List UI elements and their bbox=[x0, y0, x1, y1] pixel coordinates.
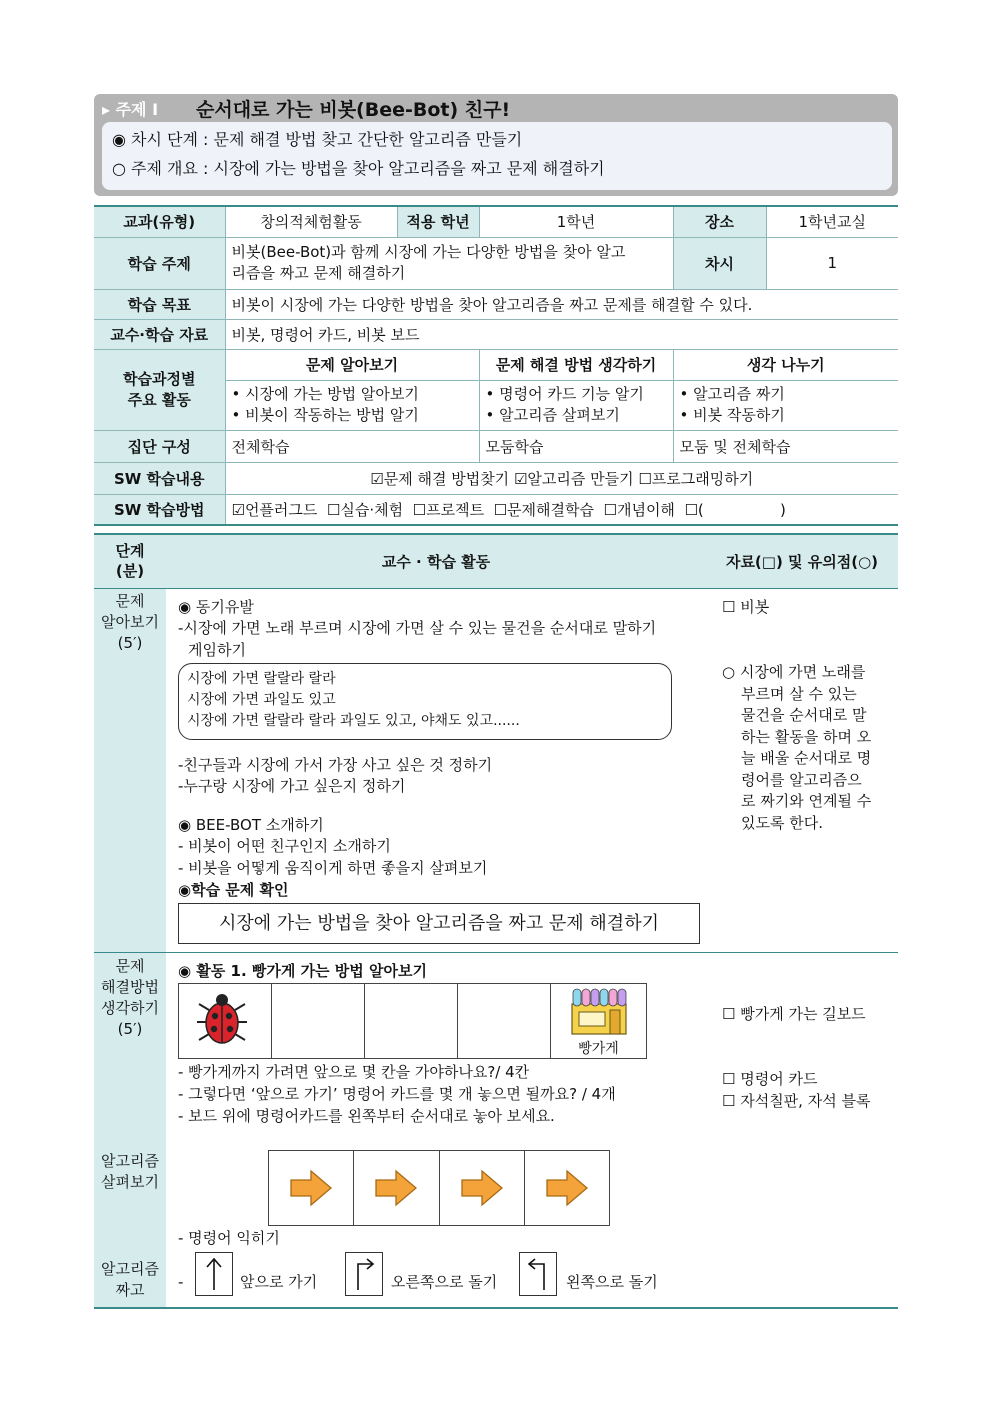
phase-1-activities bbox=[225, 380, 479, 430]
note-board: ☐ 빵가게 가는 길보드 bbox=[722, 1005, 866, 1023]
stage-line: 문제 bbox=[115, 592, 145, 610]
sw-method-value: ☑언플러그드 ☐실습·체험 ☐프로젝트 ☐문제해결학습 ☐개념이해 ☐( ) bbox=[225, 494, 898, 525]
place-value: 1학년교실 bbox=[766, 206, 898, 237]
phase-2-item: • 명령어 카드 기능 알기 bbox=[485, 385, 644, 403]
subject-label: 교과(유형) bbox=[94, 206, 225, 237]
bakery-icon bbox=[570, 987, 628, 1037]
activity-header bbox=[94, 533, 898, 589]
group-phase-2: 모둠학습 bbox=[479, 430, 673, 462]
phase-1-item: • 시장에 가는 방법 알아보기 bbox=[231, 385, 419, 403]
arrow-up-icon bbox=[204, 1256, 224, 1292]
group-phase-1: 전체학습 bbox=[225, 430, 479, 462]
ladybug-icon bbox=[195, 992, 255, 1052]
note-line: 있도록 한다. bbox=[741, 813, 823, 832]
phase-3-title: 생각 나누기 bbox=[673, 349, 898, 380]
process-label bbox=[94, 349, 225, 430]
song-line: 시장에 가면 과일도 있고 bbox=[187, 692, 336, 708]
sw-content-value: ☑문제 해결 방법찾기 ☑알고리즘 만들기 ☐프로그래밍하기 bbox=[225, 462, 898, 494]
theme-tag: ▸ 주제 Ⅰ bbox=[102, 99, 159, 119]
materials-value: 비봇, 명령어 카드, 비봇 보드 bbox=[225, 319, 898, 349]
command-left-label: 왼쪽으로 돌기 bbox=[566, 1273, 658, 1291]
note-line: 하는 활동을 하며 오 bbox=[741, 727, 872, 746]
command-card bbox=[525, 1151, 609, 1225]
stage-line: (5′) bbox=[117, 634, 143, 652]
turn-right-icon bbox=[352, 1256, 376, 1292]
goal-label: 학습 목표 bbox=[94, 289, 225, 319]
phase-3-item: • 알고리즘 짜기 bbox=[679, 385, 785, 403]
note-line: 로 짜기와 연계될 수 bbox=[741, 792, 872, 810]
notes-column-header: 자료(□) 및 유의점(○) bbox=[725, 553, 879, 571]
sw-content-label: SW 학습내용 bbox=[94, 462, 225, 494]
group-phase-3: 모둠 및 전체학습 bbox=[673, 430, 898, 462]
group-label: 집단 구성 bbox=[94, 430, 225, 462]
stage-line: (5′) bbox=[117, 1020, 143, 1038]
command-card bbox=[354, 1151, 439, 1225]
topic-value-line-2: 리즘을 짜고 문제 해결하기 bbox=[231, 264, 406, 282]
session-label: 차시 bbox=[673, 237, 766, 289]
board-cell-start bbox=[179, 984, 272, 1058]
place-label: 장소 bbox=[673, 206, 766, 237]
learn-commands: - 명령어 익히기 bbox=[178, 1229, 280, 1247]
stage-algorithm-make bbox=[94, 1259, 166, 1301]
board-cell bbox=[458, 984, 551, 1058]
command-right-label: 오른쪽으로 돌기 bbox=[391, 1273, 498, 1291]
stage-problem-intro bbox=[94, 591, 166, 654]
command-left-card bbox=[519, 1252, 557, 1296]
friend-step: -친구들과 시장에 가서 가장 사고 싶은 것 정하기 bbox=[178, 756, 493, 774]
command-card bbox=[440, 1151, 525, 1225]
stage-line: 생각하기 bbox=[101, 999, 159, 1017]
stage-line: 알고리즘 bbox=[101, 1152, 159, 1170]
beebot-intro-step: - 비봇을 어떻게 움직이게 하면 좋을지 살펴보기 bbox=[178, 859, 488, 877]
grade-value: 1학년 bbox=[479, 206, 673, 237]
theme-header bbox=[94, 94, 898, 196]
table-bottom-border bbox=[94, 1307, 898, 1309]
note-cards: ☐ 명령어 카드 bbox=[722, 1070, 818, 1088]
note-magnet: ☐ 자석칠판, 자석 블록 bbox=[722, 1092, 871, 1110]
note-line: 부르며 살 수 있는 bbox=[741, 684, 857, 703]
stage-line: 살펴보기 bbox=[101, 1173, 159, 1191]
goal-value: 비봇이 시장에 가는 다양한 방법을 찾아 알고리즘을 짜고 문제를 해결할 수 있다. bbox=[225, 289, 898, 319]
board-cell bbox=[365, 984, 458, 1058]
step-line: ◉ 차시 단계 : 문제 해결 방법 찾고 간단한 알고리즘 만들기 bbox=[112, 130, 523, 149]
phase-2-title: 문제 해결 방법 생각하기 bbox=[479, 349, 673, 380]
process-label-line-2: 주요 활동 bbox=[127, 390, 191, 409]
stage-algorithm-review bbox=[94, 1151, 166, 1193]
bakery-path-board bbox=[178, 983, 647, 1059]
motivation-desc: 게임하기 bbox=[188, 641, 246, 659]
process-label-line-1: 학습과정별 bbox=[123, 369, 196, 388]
motivation-title: ◉ 동기유발 bbox=[178, 598, 254, 616]
phase-3-activities bbox=[673, 380, 898, 430]
overview-line: ○ 주제 개요 : 시장에 가는 방법을 찾아 알고리즘을 짜고 문제 해결하기 bbox=[112, 159, 605, 178]
sw-method-label: SW 학습방법 bbox=[94, 494, 225, 525]
question-line: - 빵가게까지 가려면 앞으로 몇 칸을 가야하나요?/ 4칸 bbox=[178, 1063, 530, 1081]
stage-line: 알아보기 bbox=[101, 613, 159, 631]
lesson-info-table bbox=[94, 205, 898, 526]
beebot-intro-step: - 비봇이 어떤 친구인지 소개하기 bbox=[178, 837, 391, 855]
topic-value-line-1: 비봇(Bee-Bot)과 함께 시장에 가는 다양한 방법을 찾아 알고 bbox=[231, 243, 626, 261]
topic-value bbox=[225, 237, 673, 289]
forward-arrow-icon bbox=[460, 1169, 504, 1207]
activity-1-title: ◉ 활동 1. 빵가게 가는 방법 알아보기 bbox=[178, 962, 427, 980]
stage-line: 문제 bbox=[115, 957, 145, 975]
command-forward-card bbox=[195, 1252, 233, 1296]
note-beebot: ☐ 비봇 bbox=[722, 598, 770, 616]
materials-label: 교수·학습 자료 bbox=[94, 319, 225, 349]
forward-arrow-icon bbox=[545, 1169, 589, 1207]
bakery-label: 빵가게 bbox=[578, 1041, 619, 1057]
beebot-intro-title: ◉ BEE-BOT 소개하기 bbox=[178, 816, 324, 834]
note-line: 물건을 순서대로 말 bbox=[741, 706, 867, 724]
question-line: - 보드 위에 명령어카드를 왼쪽부터 순서대로 놓아 보세요. bbox=[178, 1107, 555, 1125]
phase-2-item: • 알고리즘 살펴보기 bbox=[485, 406, 620, 424]
activity-column-header: 교수 · 학습 활동 bbox=[381, 553, 491, 571]
note-line: 령어를 알고리즘으 bbox=[741, 770, 862, 789]
song-line: 시장에 가면 랄랄라 랄라 과일도 있고, 야채도 있고...... bbox=[187, 713, 520, 729]
phase-2-activities bbox=[479, 380, 673, 430]
stage-line: 알고리즘 bbox=[101, 1260, 159, 1278]
learning-goal-title: ◉학습 문제 확인 bbox=[178, 881, 289, 899]
session-value: 1 bbox=[766, 237, 898, 289]
stage-line: 짜고 bbox=[115, 1281, 145, 1299]
stage-column-header bbox=[94, 541, 166, 581]
forward-arrow-icon bbox=[289, 1169, 333, 1207]
stage-solution-thinking bbox=[94, 956, 166, 1040]
command-list-dash: - bbox=[178, 1273, 184, 1291]
board-cell bbox=[272, 984, 365, 1058]
stage-header-line: 단계 bbox=[115, 542, 145, 560]
note-line: ○ 시장에 가면 노래를 bbox=[722, 663, 866, 681]
command-right-card bbox=[345, 1252, 383, 1296]
grade-label: 적용 학년 bbox=[397, 206, 479, 237]
motivation-desc: -시장에 가면 노래 부르며 시장에 가면 살 수 있는 물건을 순서대로 말하기 bbox=[178, 619, 657, 637]
command-card bbox=[269, 1151, 354, 1225]
phase-1-item: • 비봇이 작동하는 방법 알기 bbox=[231, 406, 419, 424]
note-song-activity bbox=[722, 662, 892, 834]
stage-header-line: (분) bbox=[115, 562, 145, 580]
command-forward-label: 앞으로 가기 bbox=[240, 1273, 318, 1291]
phase-3-item: • 비봇 작동하기 bbox=[679, 406, 785, 424]
phase-1-title: 문제 알아보기 bbox=[225, 349, 479, 380]
page-title: 순서대로 가는 비봇(Bee-Bot) 친구! bbox=[196, 98, 511, 121]
stage-line: 해결방법 bbox=[101, 978, 159, 996]
command-card-board bbox=[268, 1150, 610, 1226]
learning-goal-box: 시장에 가는 방법을 찾아 알고리즘을 짜고 문제 해결하기 bbox=[178, 903, 700, 944]
topic-label: 학습 주제 bbox=[94, 237, 225, 289]
theme-summary bbox=[102, 122, 892, 190]
forward-arrow-icon bbox=[374, 1169, 418, 1207]
stage-column bbox=[94, 589, 166, 1309]
note-line: 늘 배울 순서대로 명 bbox=[741, 749, 872, 767]
question-line: - 그렇다면 ‘앞으로 가기’ 명령어 카드를 몇 개 놓으면 될까요? / 4개 bbox=[178, 1085, 616, 1103]
board-cell-bakery bbox=[551, 984, 646, 1058]
turn-left-icon bbox=[526, 1256, 550, 1292]
song-line: 시장에 가면 랄랄라 랄라 bbox=[187, 671, 336, 687]
subject-value: 창의적체험활동 bbox=[225, 206, 397, 237]
friend-step: -누구랑 시장에 가고 싶은지 정하기 bbox=[178, 777, 406, 795]
row-divider bbox=[94, 952, 898, 953]
song-lyrics-box bbox=[178, 663, 672, 740]
